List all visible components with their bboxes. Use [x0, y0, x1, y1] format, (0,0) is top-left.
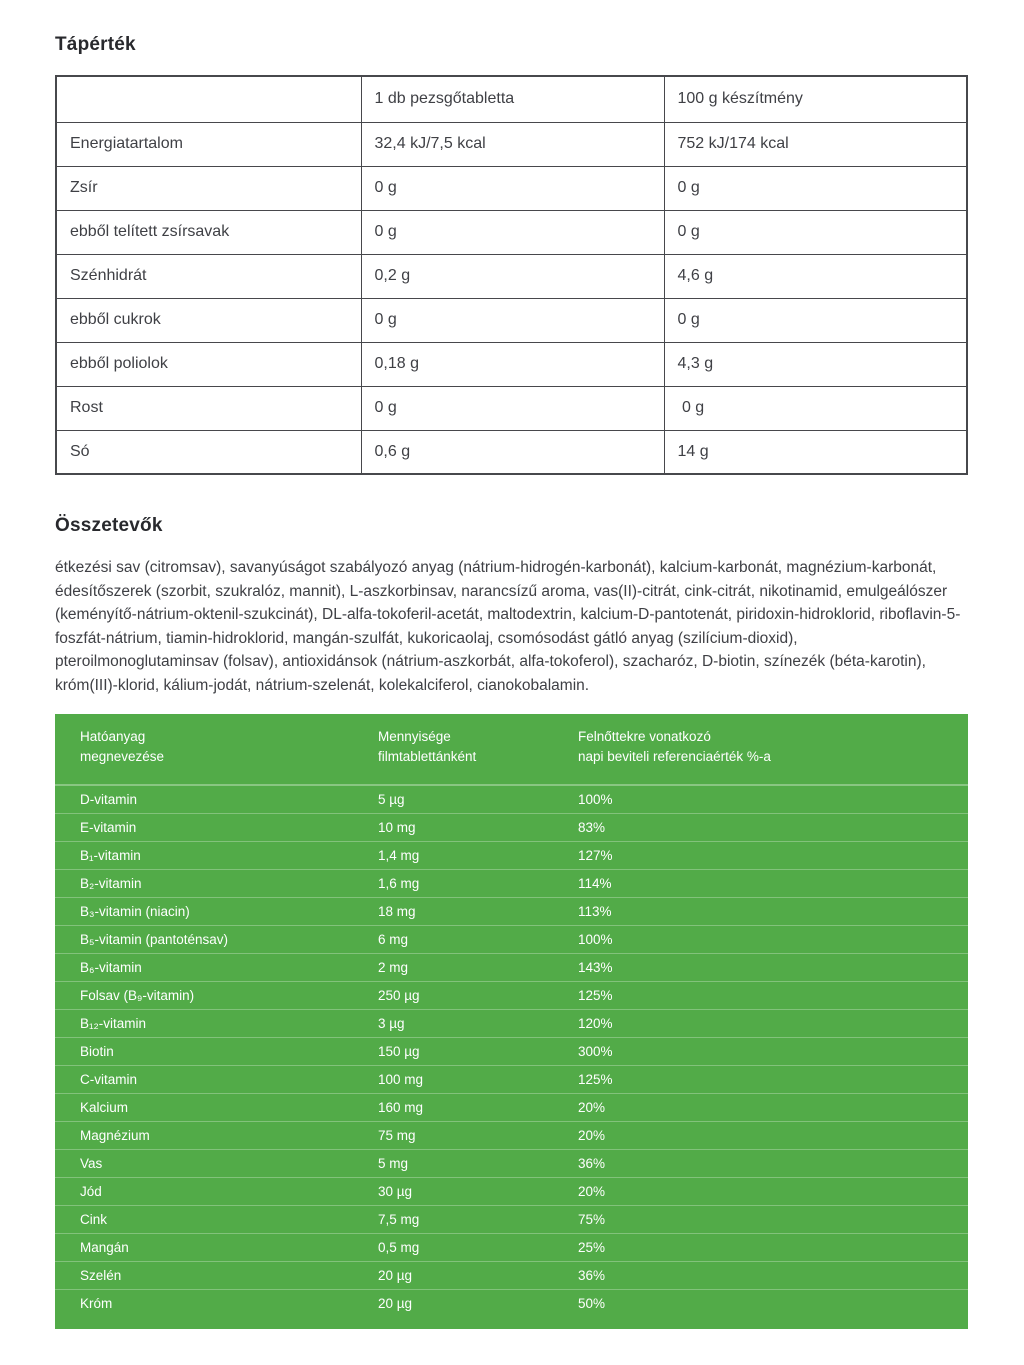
- nutrition-row: [56, 342, 967, 386]
- actives-header-reference: [578, 714, 968, 785]
- actives-row-quantity: 3 µg: [378, 1009, 578, 1037]
- actives-row-name: Jód: [55, 1177, 378, 1205]
- actives-row-quantity: 250 µg: [378, 981, 578, 1009]
- actives-row-name: Vas: [55, 1149, 378, 1177]
- actives-row-quantity: 1,6 mg: [378, 869, 578, 897]
- nutrition-row-value-100g: 0 g: [664, 210, 967, 254]
- actives-row-name: Folsav (B₉-vitamin): [55, 981, 378, 1009]
- actives-header-row: [55, 714, 968, 785]
- actives-row-quantity: 100 mg: [378, 1065, 578, 1093]
- actives-row-percent: 120%: [578, 1009, 968, 1037]
- actives-row-percent: 75%: [578, 1205, 968, 1233]
- actives-row: [55, 1037, 968, 1065]
- actives-header-name-line2: megnevezése: [80, 749, 165, 764]
- actives-row-percent: 100%: [578, 925, 968, 953]
- actives-row-name: Szelén: [55, 1261, 378, 1289]
- actives-row: [55, 1093, 968, 1121]
- actives-row-percent: 20%: [578, 1121, 968, 1149]
- actives-header-name: [55, 714, 378, 785]
- actives-header-quantity-line2: filmtablettánként: [378, 749, 477, 764]
- actives-row: [55, 925, 968, 953]
- actives-row: [55, 953, 968, 981]
- nutrition-row-value-tablet: 0,18 g: [361, 342, 664, 386]
- actives-row: [55, 1261, 968, 1289]
- nutrition-row-value-100g: 0 g: [664, 298, 967, 342]
- actives-row-quantity: 160 mg: [378, 1093, 578, 1121]
- nutrition-row-label: Zsír: [56, 166, 361, 210]
- actives-row-name: B₃-vitamin (niacin): [55, 897, 378, 925]
- actives-row-name: E-vitamin: [55, 813, 378, 841]
- nutrition-row-value-100g: 4,3 g: [664, 342, 967, 386]
- actives-row: [55, 897, 968, 925]
- actives-row-percent: 50%: [578, 1289, 968, 1317]
- actives-table-background: [55, 714, 968, 1329]
- nutrition-row: [56, 298, 967, 342]
- actives-row: [55, 1009, 968, 1037]
- actives-row-percent: 114%: [578, 869, 968, 897]
- actives-row-name: C-vitamin: [55, 1065, 378, 1093]
- nutrition-row-label: Só: [56, 430, 361, 474]
- actives-row: [55, 981, 968, 1009]
- nutrition-row-label: Energiatartalom: [56, 122, 361, 166]
- actives-row-percent: 125%: [578, 1065, 968, 1093]
- actives-header-quantity-line1: Mennyisége: [378, 729, 451, 744]
- actives-row-percent: 125%: [578, 981, 968, 1009]
- actives-table: [55, 714, 968, 1317]
- actives-row-name: Cink: [55, 1205, 378, 1233]
- nutrition-row-value-tablet: 32,4 kJ/7,5 kcal: [361, 122, 664, 166]
- nutrition-title: Tápérték: [55, 34, 136, 55]
- nutrition-row-label: Szénhidrát: [56, 254, 361, 298]
- nutrition-row: [56, 122, 967, 166]
- actives-row: [55, 1065, 968, 1093]
- actives-row-name: B₁-vitamin: [55, 841, 378, 869]
- actives-row-percent: 127%: [578, 841, 968, 869]
- actives-row-quantity: 2 mg: [378, 953, 578, 981]
- nutrition-row-value-100g: 0 g: [664, 166, 967, 210]
- nutrition-row: [56, 166, 967, 210]
- actives-row: [55, 1289, 968, 1317]
- actives-row-quantity: 10 mg: [378, 813, 578, 841]
- actives-row-percent: 36%: [578, 1261, 968, 1289]
- actives-row-quantity: 0,5 mg: [378, 1233, 578, 1261]
- actives-row-name: D-vitamin: [55, 785, 378, 813]
- actives-row-name: B₁₂-vitamin: [55, 1009, 378, 1037]
- actives-row-quantity: 5 mg: [378, 1149, 578, 1177]
- actives-row-name: B₂-vitamin: [55, 869, 378, 897]
- nutrition-row: [56, 210, 967, 254]
- nutrition-row: [56, 430, 967, 474]
- nutrition-row: [56, 254, 967, 298]
- actives-row-percent: 25%: [578, 1233, 968, 1261]
- nutrition-row-label: Rost: [56, 386, 361, 430]
- actives-row: [55, 1121, 968, 1149]
- nutrition-row-value-tablet: 0 g: [361, 210, 664, 254]
- actives-header-reference-line2: napi beviteli referenciaérték %-a: [578, 749, 771, 764]
- actives-header-reference-line1: Felnőttekre vonatkozó: [578, 729, 711, 744]
- actives-row-percent: 20%: [578, 1177, 968, 1205]
- nutrition-header-row: [56, 76, 967, 122]
- actives-row-name: Mangán: [55, 1233, 378, 1261]
- actives-row-quantity: 7,5 mg: [378, 1205, 578, 1233]
- ingredients-title: Összetevők: [55, 515, 163, 536]
- nutrition-header-100g: 100 g készítmény: [664, 76, 967, 122]
- actives-row: [55, 1233, 968, 1261]
- actives-row-quantity: 75 mg: [378, 1121, 578, 1149]
- actives-row-name: Króm: [55, 1289, 378, 1317]
- actives-row-quantity: 30 µg: [378, 1177, 578, 1205]
- nutrition-row-value-100g: 4,6 g: [664, 254, 967, 298]
- actives-header-quantity: [378, 714, 578, 785]
- actives-section: [55, 714, 968, 1329]
- actives-row: [55, 813, 968, 841]
- actives-row-quantity: 20 µg: [378, 1289, 578, 1317]
- actives-row-percent: 20%: [578, 1093, 968, 1121]
- actives-row: [55, 841, 968, 869]
- actives-row: [55, 785, 968, 813]
- actives-row-quantity: 1,4 mg: [378, 841, 578, 869]
- actives-row: [55, 1177, 968, 1205]
- actives-header-name-line1: Hatóanyag: [80, 729, 146, 744]
- nutrition-row-value-tablet: 0,2 g: [361, 254, 664, 298]
- actives-row-percent: 113%: [578, 897, 968, 925]
- actives-row-percent: 300%: [578, 1037, 968, 1065]
- nutrition-row-value-tablet: 0 g: [361, 386, 664, 430]
- nutrition-row-value-tablet: 0,6 g: [361, 430, 664, 474]
- actives-row-name: B₅-vitamin (pantoténsav): [55, 925, 378, 953]
- ingredients-text: étkezési sav (citromsav), savanyúságot szabályozó anyag (nátrium-hidrogén-karbonát), kalcium-karbonát, magnézium-karbonát, édesítőszerek (szorbit, szukralóz, mannit), L-aszkorbinsav, narancsízű aroma, vas(II)-citrát, cink-citrát, nikotinamid, emulgeálószer (keményítő-nátrium-oktenil-szukcinát), DL-alfa-tokoferil-acetát, maltodextrin, kalcium-D-pantotenát, piridoxin-hidroklorid, riboflavin-5-foszfát-nátrium, tiamin-hidroklorid, mangán-szulfát, kukoricaolaj, csomósodást gátló anyag (szilícium-dioxid), pteroilmonoglutaminsav (folsav), antioxidánsok (nátrium-aszkorbát, alfa-tokoferol), szacharóz, D-biotin, színezék (béta-karotin), króm(III)-klorid, kálium-jodát, nátrium-szelenát, kolekalciferol, cianokobalamin.: [55, 559, 961, 694]
- actives-row-quantity: 18 mg: [378, 897, 578, 925]
- actives-row-percent: 143%: [578, 953, 968, 981]
- actives-row-quantity: 6 mg: [378, 925, 578, 953]
- nutrition-row-label: ebből cukrok: [56, 298, 361, 342]
- nutrition-header-tablet: 1 db pezsgőtabletta: [361, 76, 664, 122]
- nutrition-header-empty: [56, 76, 361, 122]
- nutrition-row-value-100g: 0 g: [664, 386, 967, 430]
- actives-row: [55, 1205, 968, 1233]
- actives-row: [55, 869, 968, 897]
- actives-row-quantity: 150 µg: [378, 1037, 578, 1065]
- nutrition-row-label: ebből poliolok: [56, 342, 361, 386]
- actives-row-percent: 36%: [578, 1149, 968, 1177]
- nutrition-row-value-100g: 752 kJ/174 kcal: [664, 122, 967, 166]
- nutrition-row: [56, 386, 967, 430]
- actives-row-quantity: 5 µg: [378, 785, 578, 813]
- nutrition-table: [55, 75, 968, 475]
- actives-row: [55, 1149, 968, 1177]
- actives-row-name: Magnézium: [55, 1121, 378, 1149]
- nutrition-row-value-tablet: 0 g: [361, 166, 664, 210]
- actives-row-percent: 83%: [578, 813, 968, 841]
- nutrition-row-value-100g: 14 g: [664, 430, 967, 474]
- actives-row-name: Kalcium: [55, 1093, 378, 1121]
- nutrition-row-value-tablet: 0 g: [361, 298, 664, 342]
- actives-row-name: B₆-vitamin: [55, 953, 378, 981]
- actives-row-name: Biotin: [55, 1037, 378, 1065]
- nutrition-row-label: ebből telített zsírsavak: [56, 210, 361, 254]
- actives-row-percent: 100%: [578, 785, 968, 813]
- nutrition-section: [55, 34, 968, 475]
- actives-row-quantity: 20 µg: [378, 1261, 578, 1289]
- ingredients-section: [55, 515, 968, 697]
